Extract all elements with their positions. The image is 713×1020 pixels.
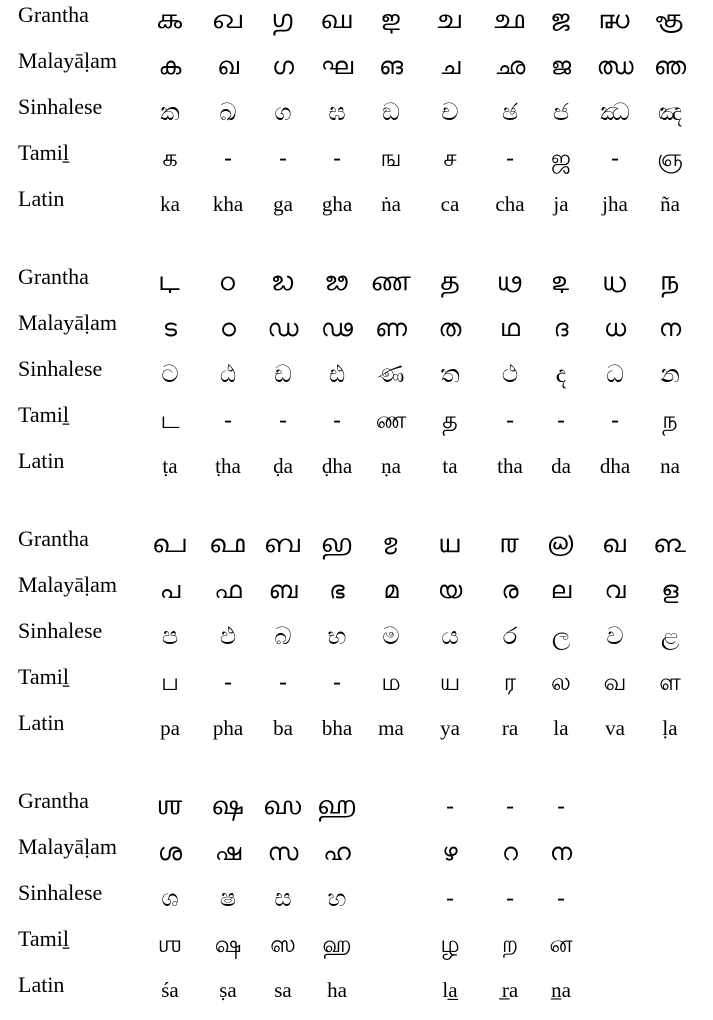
table-cell: 𑌗 — [271, 6, 295, 34]
row-label-grantha: Grantha — [18, 526, 89, 551]
table-cell: ṭha — [215, 454, 241, 478]
table-block-3 — [0, 524, 713, 754]
table-cell: kha — [212, 192, 244, 216]
table-cell: ඣ — [600, 98, 630, 126]
table-row-tamil — [0, 400, 713, 446]
table-cell: ka — [160, 192, 180, 216]
table-cell: ඤ — [657, 98, 683, 126]
table-cell: ങ — [378, 52, 404, 80]
table-cell: - — [332, 144, 342, 172]
table-cell: n̲a — [551, 978, 571, 1002]
row-label-latin: Latin — [18, 710, 65, 735]
row-label-grantha: Grantha — [18, 264, 89, 289]
table-cell: ඛ — [219, 98, 237, 126]
table-cell: 𑌲 — [547, 530, 575, 558]
table-cell: ධ — [606, 360, 624, 388]
table-cell: la̲ — [442, 978, 458, 1002]
table-cell: bha — [321, 716, 353, 740]
table-cell: ജ — [550, 52, 572, 80]
table-row-tamil — [0, 662, 713, 708]
table-cell: 𑌰 — [499, 530, 521, 558]
table-cell: - — [505, 884, 515, 912]
table-cell: ധ — [603, 314, 627, 342]
table-cell: 𑌣 — [370, 268, 412, 296]
table-cell: ṇa — [381, 454, 401, 478]
table-cell: - — [556, 884, 566, 912]
table-row-tamil — [0, 138, 713, 184]
table-cell: ර — [502, 622, 518, 650]
table-row-latin — [0, 446, 713, 492]
table-cell: - — [278, 668, 288, 696]
table-row-malayalam — [0, 308, 713, 354]
table-cell: ழ — [440, 930, 460, 958]
table-cell: റ — [502, 838, 518, 866]
table-cell: භ — [327, 622, 347, 650]
table-cell: pha — [212, 716, 244, 740]
table-row-sinhalese — [0, 354, 713, 400]
table-cell: ണ — [375, 314, 407, 342]
table-cell: ഢ — [321, 314, 353, 342]
table-cell: ഹ — [323, 838, 351, 866]
table-cell: 𑌵 — [602, 530, 628, 558]
table-cell: 𑌜 — [550, 6, 572, 34]
table-cell: ഞ — [653, 52, 687, 80]
table-cell: - — [278, 144, 288, 172]
table-cell: - — [223, 668, 233, 696]
row-label-tamil: Tamiḻ — [18, 664, 70, 689]
row-label-grantha: Grantha — [18, 788, 89, 813]
table-block-2 — [0, 262, 713, 492]
table-cell: ഥ — [500, 314, 520, 342]
table-cell: ഘ — [320, 52, 354, 80]
table-cell: - — [556, 406, 566, 434]
table-cell: ya — [440, 716, 460, 740]
table-cell: ട — [162, 314, 178, 342]
table-cell: ශ — [161, 884, 179, 912]
table-cell: ற — [501, 930, 519, 958]
table-cell: പ — [159, 576, 181, 604]
table-row-grantha — [0, 524, 713, 570]
row-label-sinhalese: Sinhalese — [18, 94, 103, 119]
table-cell: හ — [327, 884, 347, 912]
table-cell: ல — [551, 668, 571, 696]
table-cell: ഖ — [217, 52, 239, 80]
table-cell: ச — [443, 144, 457, 172]
table-cell: സ — [267, 838, 299, 866]
table-cell: ത — [438, 314, 462, 342]
table-cell: - — [610, 406, 620, 434]
table-cell: - — [505, 406, 515, 434]
table-cell: ഭ — [329, 576, 345, 604]
table-cell: ஶ — [157, 930, 183, 958]
table-cell: - — [332, 406, 342, 434]
table-row-latin — [0, 708, 713, 754]
table-cell: ña — [660, 192, 680, 216]
table-cell: ഗ — [272, 52, 294, 80]
table-cell: 𑌦 — [551, 268, 571, 296]
table-cell: 𑌘 — [320, 6, 354, 34]
table-cell: ක — [160, 98, 180, 126]
table-row-malayalam — [0, 46, 713, 92]
table-cell: 𑌛 — [494, 6, 526, 34]
table-cell: na — [660, 454, 680, 478]
table-cell: ம — [381, 668, 401, 696]
table-cell: ங — [380, 144, 402, 172]
table-cell: ண — [375, 406, 407, 434]
table-cell: pa — [160, 716, 180, 740]
table-cell: ഝ — [596, 52, 634, 80]
table-cell: r̲a — [501, 978, 519, 1002]
table-cell: 𑌟 — [158, 268, 182, 296]
table-cell: ථ — [501, 360, 519, 388]
table-cell: ඞ — [382, 98, 400, 126]
table-cell: ഠ — [220, 314, 236, 342]
table-cell: tha — [497, 454, 523, 478]
table-cell: ശ — [157, 838, 183, 866]
table-cell: ந — [662, 406, 678, 434]
table-cell: dha — [599, 454, 631, 478]
table-cell: ද — [555, 360, 567, 388]
table-cell: va — [605, 716, 625, 740]
table-cell: ദ — [553, 314, 569, 342]
table-cell: - — [505, 792, 515, 820]
table-cell: 𑌧 — [602, 268, 628, 296]
table-cell: ප — [161, 622, 179, 650]
table-cell: ඵ — [219, 622, 237, 650]
table-cell: ஹ — [322, 930, 352, 958]
table-cell: - — [556, 792, 566, 820]
table-cell: - — [332, 668, 342, 696]
table-cell: - — [505, 144, 515, 172]
table-cell: ත — [440, 360, 460, 388]
table-cell: ඡ — [501, 98, 519, 126]
table-cell: ബ — [268, 576, 298, 604]
table-cell: ණ — [377, 360, 405, 388]
table-cell: ന — [549, 838, 573, 866]
row-label-tamil: Tamiḻ — [18, 402, 70, 427]
table-cell: - — [610, 144, 620, 172]
table-cell: - — [445, 884, 455, 912]
table-cell: ஞ — [657, 144, 683, 172]
table-cell: ෂ — [219, 884, 237, 912]
table-cell: ḍa — [273, 454, 293, 478]
table-cell: ල — [551, 622, 571, 650]
table-cell: ව — [606, 622, 624, 650]
table-cell: ஸ — [270, 930, 296, 958]
table-cell: 𑌳 — [653, 530, 687, 558]
table-cell: வ — [603, 668, 627, 696]
table-cell: ட — [160, 406, 180, 434]
row-label-latin: Latin — [18, 448, 65, 473]
table-cell: ല — [550, 576, 572, 604]
table-cell: ඪ — [328, 360, 346, 388]
row-label-tamil: Tamiḻ — [18, 140, 70, 165]
table-cell: த — [442, 406, 458, 434]
table-cell: - — [223, 406, 233, 434]
table-cell: ඨ — [219, 360, 237, 388]
table-cell: 𑌠 — [219, 268, 237, 296]
table-cell: ன — [549, 930, 573, 958]
table-cell: 𑌮 — [383, 530, 399, 558]
table-cell: ഴ — [442, 838, 458, 866]
table-row-latin — [0, 970, 713, 1016]
table-cell: sa — [274, 978, 292, 1002]
table-cell: śa — [161, 978, 179, 1002]
table-cell: 𑌬 — [264, 530, 302, 558]
table-cell: - — [223, 144, 233, 172]
table-cell: ට — [161, 360, 179, 388]
table-block-4 — [0, 786, 713, 1016]
table-cell: jha — [602, 192, 628, 216]
table-cell: 𑌭 — [321, 530, 353, 558]
table-cell: - — [445, 792, 455, 820]
row-label-sinhalese: Sinhalese — [18, 618, 103, 643]
table-cell: ṭa — [162, 454, 178, 478]
table-cell: 𑌡 — [271, 268, 295, 296]
row-label-malayalam: Malayāḷam — [18, 572, 117, 597]
row-label-latin: Latin — [18, 186, 65, 211]
table-cell: ப — [161, 668, 179, 696]
table-cell: ළ — [660, 622, 680, 650]
row-label-sinhalese: Sinhalese — [18, 356, 103, 381]
table-row-sinhalese — [0, 616, 713, 662]
table-cell: 𑌥 — [497, 268, 523, 296]
row-label-sinhalese: Sinhalese — [18, 880, 103, 905]
table-cell: 𑌶 — [157, 792, 183, 820]
table-cell: ர — [503, 668, 517, 696]
table-row-latin — [0, 184, 713, 230]
table-cell: ṣa — [219, 978, 237, 1002]
row-label-tamil: Tamiḻ — [18, 926, 70, 951]
table-cell: ഡ — [267, 314, 299, 342]
table-cell: 𑌙 — [380, 6, 402, 34]
row-label-malayalam: Malayāḷam — [18, 48, 117, 73]
table-cell: ca — [440, 192, 460, 216]
table-cell: ග — [274, 98, 292, 126]
table-cell: 𑌹 — [317, 792, 357, 820]
table-cell: മ — [383, 576, 399, 604]
table-row-sinhalese — [0, 878, 713, 924]
table-row-grantha — [0, 262, 713, 308]
table-cell: ഷ — [214, 838, 242, 866]
table-cell: ര — [501, 576, 519, 604]
table-cell: ba — [273, 716, 293, 740]
table-block-1 — [0, 0, 713, 230]
table-cell: 𑌕 — [156, 6, 184, 34]
table-cell: ga — [273, 192, 293, 216]
table-cell: 𑌝 — [598, 6, 632, 34]
table-cell: ஜ — [550, 144, 571, 172]
table-cell: 𑌯 — [438, 530, 462, 558]
table-cell: 𑌸 — [263, 792, 303, 820]
table-cell: ḷa — [662, 716, 678, 740]
table-cell: 𑌞 — [656, 6, 684, 34]
table-cell: 𑌤 — [440, 268, 460, 296]
table-row-tamil — [0, 924, 713, 970]
table-cell: 𑌷 — [211, 792, 245, 820]
table-cell: da — [551, 454, 571, 478]
table-cell: ta — [442, 454, 458, 478]
table-cell: cha — [495, 192, 525, 216]
table-cell: - — [278, 406, 288, 434]
table-cell: ha — [327, 978, 347, 1002]
table-cell: ക — [158, 52, 182, 80]
table-cell: 𑌫 — [209, 530, 247, 558]
table-cell: 𑌨 — [660, 268, 680, 296]
table-row-malayalam — [0, 832, 713, 878]
table-cell: la — [553, 716, 569, 740]
table-cell: ഛ — [494, 52, 526, 80]
table-cell: ṅa — [381, 192, 401, 216]
table-cell: ඝ — [328, 98, 346, 126]
table-cell: ന — [658, 314, 682, 342]
table-cell: ள — [659, 668, 681, 696]
table-cell: க — [162, 144, 178, 172]
table-cell: ḍha — [321, 454, 353, 478]
row-label-malayalam: Malayāḷam — [18, 834, 117, 859]
table-row-sinhalese — [0, 92, 713, 138]
table-cell: ස — [274, 884, 292, 912]
table-cell: വ — [604, 576, 626, 604]
table-cell: ම — [382, 622, 400, 650]
table-cell: ള — [661, 576, 679, 604]
table-row-grantha — [0, 0, 713, 46]
table-cell: gha — [321, 192, 353, 216]
table-cell: ച — [439, 52, 461, 80]
table-cell: ja — [553, 192, 569, 216]
table-cell: ഫ — [214, 576, 242, 604]
table-cell: ඩ — [274, 360, 292, 388]
table-cell: 𑌪 — [152, 530, 188, 558]
table-cell: බ — [274, 622, 292, 650]
table-row-grantha — [0, 786, 713, 832]
table-cell: ච — [441, 98, 459, 126]
table-cell: ஷ — [214, 930, 242, 958]
table-cell: න — [660, 360, 680, 388]
row-label-malayalam: Malayāḷam — [18, 310, 117, 335]
row-label-grantha: Grantha — [18, 2, 89, 27]
table-row-malayalam — [0, 570, 713, 616]
table-cell: ජ — [552, 98, 570, 126]
table-cell: ய — [439, 668, 461, 696]
table-cell: ය — [441, 622, 459, 650]
row-label-latin: Latin — [18, 972, 65, 997]
table-cell: യ — [437, 576, 463, 604]
table-cell: 𑌢 — [324, 268, 350, 296]
table-cell: ma — [378, 716, 404, 740]
table-cell: ra — [501, 716, 519, 740]
table-cell: 𑌖 — [212, 6, 244, 34]
table-cell: 𑌚 — [437, 6, 463, 34]
